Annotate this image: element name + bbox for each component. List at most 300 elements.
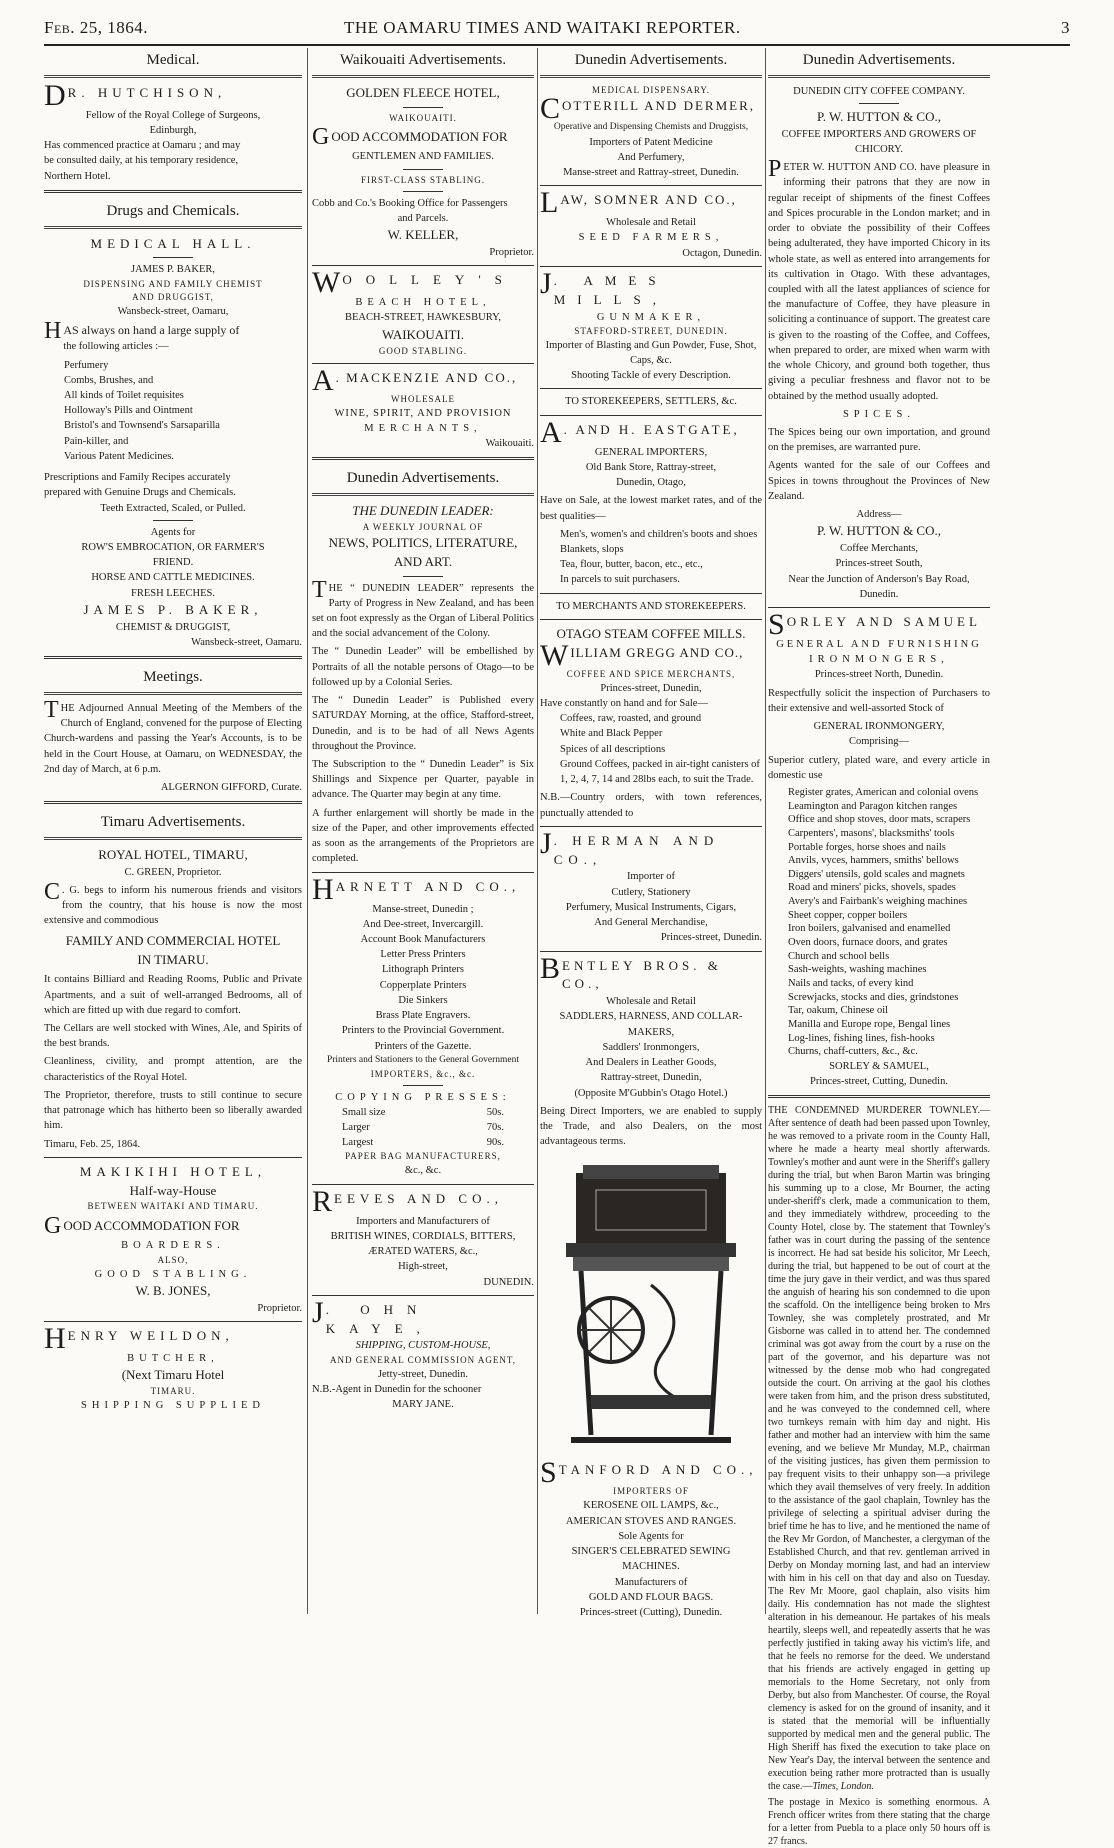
advert-mackenzie-name bbox=[312, 363, 534, 397]
divider bbox=[44, 1321, 302, 1322]
divider bbox=[540, 951, 762, 952]
advert-line: Wholesale and Retail bbox=[606, 217, 696, 229]
advert-line: GOLD AND FLOUR BAGS. bbox=[588, 1591, 714, 1603]
price-value: 70s. bbox=[486, 1121, 504, 1133]
case-lid bbox=[583, 1165, 719, 1179]
list-item: Avery's and Fairbank's weighing machines bbox=[788, 896, 968, 908]
drop-cap: A bbox=[312, 363, 334, 397]
advert-body bbox=[312, 576, 534, 642]
advert-line: IN TIMARU. bbox=[137, 951, 209, 967]
drop-cap: H bbox=[44, 317, 62, 344]
item-list bbox=[540, 527, 762, 588]
advert-line: GENERAL IRONMONGERY, bbox=[813, 721, 945, 733]
advert-name-text: . AND H. EASTGATE, bbox=[563, 421, 740, 437]
table-legs bbox=[581, 1271, 721, 1435]
section-heading-dunedin: Dunedin Advertisements. bbox=[312, 466, 534, 496]
advert-paragraph: The “ Dunedin Leader” is Published every SATURDAY Morning, at the office, Stafford-street, Dunedin, and is to be had of all News Agents throughout the Province. bbox=[312, 695, 534, 752]
advert-line: Proprietor. bbox=[257, 1302, 302, 1314]
list-item: Blankets, slops bbox=[560, 544, 624, 556]
advert-kaye-name bbox=[312, 1295, 534, 1339]
advert-hutchison-name bbox=[44, 78, 302, 112]
advert-name-text: OOLLEY'S bbox=[342, 272, 516, 288]
advert-name-text: ILLIAM GREGG AND CO., bbox=[570, 644, 744, 660]
advert-line: And Dee-street, Invercargill. bbox=[362, 918, 484, 930]
advert-woolley-name bbox=[312, 266, 534, 300]
drop-cap: J bbox=[540, 826, 552, 860]
section-heading-waikouaiti: Waikouaiti Advertisements. bbox=[312, 48, 534, 78]
advert-line: Shooting Tackle of every Description. bbox=[571, 370, 731, 382]
divider bbox=[403, 169, 443, 170]
divider bbox=[768, 1095, 990, 1098]
list-item: Diggers' utensils, gold scales and magnets bbox=[788, 868, 965, 880]
advert-line: Sole Agents for bbox=[618, 1530, 684, 1542]
advert-paragraph: Agents wanted for the sale of our Coffees and Spices in towns throughout the Provinces of New Zealand. bbox=[768, 460, 990, 502]
advert-line: Rattray-street, Dunedin, bbox=[600, 1072, 702, 1084]
advert-line: BUTCHER, bbox=[127, 1352, 219, 1364]
advert-line: Have constantly on hand and for Sale— bbox=[540, 698, 708, 709]
divider bbox=[540, 266, 762, 267]
advert-line: Proprietor. bbox=[489, 247, 534, 259]
divider bbox=[312, 872, 534, 873]
list-item: Nails and tacks, of every kind bbox=[788, 977, 914, 989]
item-list bbox=[768, 786, 990, 1059]
divider bbox=[403, 191, 443, 192]
advert-paragraph: A further enlargement will shortly be made in the size of the Paper, and other improvements effected as soon as the arrangements of the Proprietors are completed. bbox=[312, 807, 534, 865]
advert-line: Near the Junction of Anderson's Bay Road, bbox=[788, 573, 970, 585]
advert-cotterill-name bbox=[540, 91, 762, 125]
advert-name-text: . HERMAN AND CO., bbox=[553, 832, 720, 867]
column-4 bbox=[768, 48, 991, 1848]
advert-name: W. B. JONES, bbox=[135, 1282, 211, 1298]
divider bbox=[403, 107, 443, 108]
advert-line: Dunedin. bbox=[859, 588, 899, 600]
advert-line: IMPORTERS OF bbox=[613, 1486, 689, 1497]
advert-line: Teeth Extracted, Scaled, or Pulled. bbox=[100, 502, 246, 514]
advert-paragraph: Superior cutlery, plated ware, and every article in domestic use bbox=[768, 754, 990, 781]
advert-name-text: . MACKENZIE AND CO., bbox=[335, 369, 518, 385]
divider bbox=[403, 1085, 443, 1086]
drop-cap: T bbox=[312, 576, 327, 603]
advert-paragraph: The Cellars are well stocked with Wines, Ale, and Spirits of the best brands. bbox=[44, 1023, 302, 1050]
list-item: Office and shop stoves, door mats, scrapers bbox=[788, 814, 971, 826]
advert-line: PAPER BAG MANUFACTURERS, bbox=[345, 1151, 501, 1162]
advert-herman-name bbox=[540, 826, 762, 870]
advert-line: Prescriptions and Family Recipes accurately bbox=[44, 472, 231, 484]
advert-line: Edinburgh, bbox=[149, 124, 197, 136]
advert-line: Jetty-street, Dunedin. bbox=[377, 1368, 469, 1380]
list-item: Screwjacks, stocks and dies, grindstones bbox=[788, 991, 959, 1003]
advert-line: Cutlery, Stationery bbox=[611, 886, 691, 898]
advert-line: IRONMONGERS, bbox=[809, 654, 949, 666]
drop-cap: B bbox=[540, 951, 561, 985]
service-item: Account Book Manufacturers bbox=[360, 933, 486, 945]
drop-cap: A bbox=[540, 415, 562, 449]
advert-line: and Parcels. bbox=[397, 212, 449, 224]
advert-line: STAFFORD-STREET, DUNEDIN. bbox=[574, 325, 728, 336]
list-item: All kinds of Toilet requisites bbox=[64, 390, 184, 402]
advert-line: A WEEKLY JOURNAL OF bbox=[362, 521, 484, 532]
drop-cap: P bbox=[768, 156, 782, 183]
advert-name-text: ARNETT AND CO., bbox=[335, 878, 521, 894]
advert-eastgate-name bbox=[540, 415, 762, 449]
advert-paragraph: Being Direct Importers, we are enabled to supply the Trade, and also Dealers, on the most advantageous terms. bbox=[540, 1105, 762, 1148]
divider bbox=[44, 801, 302, 804]
advert-line: Printers and Stationers to the General Government bbox=[326, 1054, 520, 1065]
list-item: White and Black Pepper bbox=[560, 728, 663, 740]
advert-line: GOOD STABLING. bbox=[378, 345, 468, 356]
list-item: Various Patent Medicines. bbox=[64, 450, 174, 462]
advert-line: Manse-street, Dunedin ; bbox=[372, 903, 474, 915]
advert-line: ÆRATED WATERS, &c., bbox=[368, 1246, 478, 1258]
advert-line: Dunedin, Otago, bbox=[616, 477, 686, 489]
advert-text: OOD ACCOMMODATION FOR bbox=[331, 128, 508, 144]
advert-line: IMPORTERS, &c., &c. bbox=[370, 1068, 476, 1079]
advert-line: SEED FARMERS, bbox=[578, 232, 724, 244]
item-list bbox=[44, 358, 302, 465]
divider bbox=[859, 103, 899, 104]
advert-line: Manse-street and Rattray-street, Dunedin. bbox=[563, 167, 739, 178]
advert-mills-name bbox=[540, 266, 762, 310]
masthead bbox=[44, 18, 1070, 44]
advert-line: AND ART. bbox=[393, 553, 453, 569]
list-item: Tea, flour, butter, bacon, etc., etc., bbox=[560, 559, 703, 571]
divider bbox=[312, 1295, 534, 1296]
advert-line: FRESH LEECHES. bbox=[130, 587, 215, 599]
list-item: Pain-killer, and bbox=[64, 435, 129, 447]
advert-text: . G. begs to inform his numerous friends and visitors from the country, that his house is now the most extensive and commodious bbox=[44, 885, 302, 927]
advert-line: SHIPPING, CUSTOM-HOUSE, bbox=[355, 1340, 491, 1352]
advert-line: prepared with Genuine Drugs and Chemicals. bbox=[44, 487, 236, 499]
divider bbox=[540, 593, 762, 594]
advert-line: Cobb and Co.'s Booking Office for Passengers bbox=[312, 197, 508, 209]
advert-line: Importers and Manufacturers of bbox=[356, 1215, 490, 1227]
section-heading-drugs: Drugs and Chemicals. bbox=[44, 199, 302, 229]
price-row bbox=[312, 1120, 534, 1135]
ornamental-frame bbox=[651, 1285, 691, 1405]
advert-line: SORLEY & SAMUEL, bbox=[829, 1060, 929, 1072]
advert-line: N.B.-Agent in Dunedin for the schooner bbox=[312, 1383, 482, 1395]
advert-body bbox=[768, 156, 990, 404]
advert-line: Waikouaiti. bbox=[485, 438, 534, 450]
advert-line: And Perfumery, bbox=[617, 151, 685, 163]
advert-line: BOARDERS. bbox=[121, 1240, 225, 1252]
advert-line: COPYING PRESSES: bbox=[335, 1091, 511, 1103]
advert-date: Timaru, Feb. 25, 1864. bbox=[44, 1138, 141, 1150]
advert-line: Importer of bbox=[626, 871, 676, 883]
advert-paragraph: Have on Sale, at the lowest market rates, and of the best qualities— bbox=[540, 495, 762, 522]
advert-name: THE DUNEDIN LEADER: bbox=[352, 503, 494, 519]
advert-line: ALSO, bbox=[157, 1254, 189, 1265]
advert-line: GENTLEMEN AND FAMILIES. bbox=[352, 151, 494, 163]
advert-line: WHOLESALE bbox=[391, 393, 455, 404]
advert-text: ETER W. HUTTON AND CO. have pleasure in informing their patrons that they are now in regular receipt of shipments of the finest Coffees and Spices procurable in the London market; and in order to obviate the possibility of their Coffees being adulterated, they have imported Chicory in its whole state, as well as entered into arrangements for its cultivation in Otago. With these advantages, coupled with all the latest appliances of science for the manufacture of Coffee, they have pleasure in soliciting a continuance of support. The greatest care is given to the roasting of the Coffee, and Coffees, when prepared to order, are mixed when warm with the whole Chicory, and ground both together, thus giving a peculiar freshness and flavor not to be obtained by the method usually adopted. bbox=[768, 162, 990, 402]
advert-line: SADDLERS, HARNESS, AND COLLAR-MAKERS, bbox=[559, 1011, 743, 1038]
advert-line: Old Bank Store, Rattray-street, bbox=[585, 461, 717, 473]
advert-line: GOOD STABLING. bbox=[94, 1268, 252, 1280]
service-item: Brass Plate Engravers. bbox=[375, 1010, 471, 1022]
advert-line: KEROSENE OIL LAMPS, &c., bbox=[583, 1500, 719, 1512]
drop-cap: T bbox=[44, 696, 59, 723]
list-item: Sash-weights, washing machines bbox=[788, 964, 927, 976]
advert-paragraph: Respectfully solicit the inspection of Purchasers to their extensive and well-assorted Stock of bbox=[768, 687, 990, 714]
news-article-mexico: The postage in Mexico is something enormous. A French officer writes from there stating that the charge for a letter from Puebla to a place only 50 hours off is 27 francs. bbox=[768, 1797, 990, 1848]
advert-body bbox=[312, 123, 534, 150]
price-label: Larger bbox=[342, 1121, 370, 1133]
drop-cap: D bbox=[44, 78, 66, 112]
list-item: Combs, Brushes, and bbox=[64, 374, 154, 386]
list-item: Leamington and Paragon kitchen ranges bbox=[788, 800, 958, 812]
section-heading-medical: Medical. bbox=[44, 48, 302, 78]
divider bbox=[153, 257, 193, 258]
advert-line: MARY JANE. bbox=[392, 1399, 454, 1411]
advert-name: ROYAL HOTEL, TIMARU, bbox=[98, 846, 248, 862]
advert-name-text: ENTLEY BROS. & CO., bbox=[562, 957, 722, 992]
article-text: —After sentence of death had been passed upon Townley, he was removed to a private room in the County Hall, where he made a hearty meal shortly afterwards. Townley's mother and aunt were in the Sheriff's gallery during the trial, but when Baron Martin was bringing his summing up to a close, Mr Bourner, the acting under-sheriff's clerk, made a communication to them, and they immediately withdrew, proceeding to the County Hotel, close by. The statement that Townley's father was in court during the passing of the sentence is incorrect. He had sat beside his solicitor, Mr Leech, during the trial, but happened to be out of court at the time the jury gave in their verdict, and was thus spared the anguish of hearing his son condemned to die upon the scaffold. On the intelligence being broken to Mrs Townley, she was completely prostrated, and Mr Gisborne was called in to attend her. The condemned criminal was got away from the court by a ruse on the part of the governor, and his departure was not witnessed by the dense mob who had congregated outside the court. On arriving at the gaol his clothes were taken from him, and the prison dress substituted, and he was conveyed to the condemned cell, where two turnkeys remain with him day and night. His father and mother had an interview with him the same evening, and we believe Mr Munday, M.P., chairman of the visiting justices, has given them permission to pay frequent visits to their unhappy son—a privilege which they avail themselves of very freely. In addition to the assistance of the gaol chaplain, Townley has the privilege of selecting a spiritual adviser during the brief time he has to live, and he mentioned the name of the Rev Mr Gordon, of Manchester, a clergyman of the Established Church, and that rev. gentleman arrived in Derby on Monday morning last, and had an interview with him in his cell on that day and also on Tuesday. The Rev Mr Moore, gaol chaplain, also visits him daily. His condemnation has not made the slightest alteration in his demeanour. He partakes of his meals heartily, sleeps well, and repeatedly asserts that he was perfectly justified in taking away his victim's life, and that he feels no remorse for the deed. We understand that his friends are actively engaged in getting up memorials to the Home Secretary, not only from Derby, but also from Manchester. Of course, the Royal clemency is asked for on the ground of insanity, and it is stated that the memorial will be influentially supported by medical men and the general public. The High Sheriff has fixed the execution to take place on New Year's Day, the interval between the sentence and execution being rather more protracted than is usually the case.— bbox=[768, 1105, 991, 1793]
advert-name-text: ENRY WEILDON, bbox=[67, 1327, 234, 1343]
list-item: Ground Coffees, packed in air-tight canisters of 1, 2, 4, 7, 14 and 28lbs each, to suit the Trade. bbox=[560, 758, 760, 786]
divider bbox=[44, 656, 302, 659]
advert-paragraph: Cleanliness, civility, and prompt attention, are the characteristics of the Royal Hotel. bbox=[44, 1056, 302, 1083]
section-heading-dunedin: Dunedin Advertisements. bbox=[768, 48, 990, 78]
advert-line: TO STOREKEEPERS, SETTLERS, &c. bbox=[565, 396, 737, 408]
list-item: Holloway's Pills and Ointment bbox=[64, 405, 193, 417]
advert-line: (Opposite M'Gubbin's Otago Hotel.) bbox=[574, 1087, 728, 1099]
service-item: Letter Press Printers bbox=[380, 949, 466, 961]
advert-name: OTAGO STEAM COFFEE MILLS. bbox=[556, 625, 746, 641]
advert-name-text: R. HUTCHISON, bbox=[67, 84, 227, 100]
drop-cap: R bbox=[312, 1184, 333, 1218]
advert-line: Wansbeck-street, Oamaru. bbox=[191, 636, 302, 648]
list-item: Portable forges, horse shoes and nails bbox=[788, 841, 946, 853]
advert-reeves-name bbox=[312, 1184, 534, 1218]
list-item: Perfumery bbox=[64, 359, 109, 371]
article-source: Times, London. bbox=[812, 1781, 874, 1793]
drop-cap: G bbox=[44, 1212, 62, 1239]
divider bbox=[540, 388, 762, 389]
advert-name-text: TANFORD AND CO., bbox=[558, 1462, 758, 1478]
advert-line: COFFEE AND SPICE MERCHANTS, bbox=[566, 668, 736, 679]
advert-line: DISPENSING AND FAMILY CHEMIST bbox=[83, 278, 263, 289]
section-heading-timaru: Timaru Advertisements. bbox=[44, 810, 302, 840]
advert-line: Manufacturers of bbox=[614, 1576, 688, 1588]
advert-line: AMERICAN STOVES AND RANGES. bbox=[565, 1515, 737, 1527]
advert-line: Princes-street (Cutting), Dunedin. bbox=[579, 1606, 723, 1618]
sewing-machine-image bbox=[551, 1155, 751, 1455]
column-1 bbox=[44, 48, 302, 1614]
advert-line: HORSE AND CATTLE MEDICINES. bbox=[91, 572, 255, 584]
advert-line: Octagon, Dunedin. bbox=[682, 247, 762, 259]
advert-sorley-name bbox=[768, 608, 990, 641]
advert-line: Importers of Patent Medicine bbox=[589, 136, 713, 148]
service-item: Copperplate Printers bbox=[379, 979, 467, 991]
advert-line: NEWS, POLITICS, LITERATURE, bbox=[328, 534, 518, 550]
divider bbox=[312, 457, 534, 460]
list-item: Sheet copper, copper boilers bbox=[788, 909, 908, 921]
advert-line: Northern Hotel. bbox=[44, 170, 111, 182]
advert-line: BEACH-STREET, HAWKESBURY, bbox=[345, 312, 501, 324]
page-number: 3 bbox=[1061, 18, 1070, 37]
advert-line: TO MERCHANTS AND STOREKEEPERS. bbox=[556, 600, 746, 612]
advert-line: FIRST-CLASS STABLING. bbox=[361, 174, 485, 185]
table-top bbox=[566, 1243, 736, 1257]
advert-text: the following articles :— bbox=[63, 341, 169, 353]
drop-cap: S bbox=[540, 1456, 557, 1490]
price-value: 90s. bbox=[486, 1137, 504, 1149]
treadle bbox=[591, 1395, 711, 1409]
drop-cap: L bbox=[540, 186, 559, 220]
table-drawer bbox=[573, 1257, 729, 1271]
advert-name: DUNEDIN CITY COFFEE COMPANY. bbox=[793, 85, 965, 97]
advert-name-text: EEVES AND CO., bbox=[334, 1190, 503, 1206]
issue-date: Feb. 25, 1864. bbox=[44, 18, 149, 37]
divider bbox=[153, 520, 193, 521]
advert-line: (Next Timaru Hotel bbox=[121, 1367, 225, 1383]
list-item: Tar, oakum, Chinese oil bbox=[788, 1005, 889, 1017]
list-item: Coffees, raw, roasted, and ground bbox=[560, 713, 702, 725]
list-item: Church and school bells bbox=[788, 950, 890, 962]
advert-line: Perfumery, Musical Instruments, Cigars, bbox=[565, 901, 737, 913]
masthead-rule bbox=[44, 44, 1070, 46]
article-lead: THE CONDEMNED MURDERER TOWNLEY. bbox=[768, 1105, 980, 1117]
machine-case bbox=[576, 1173, 726, 1243]
newspaper-title: THE OAMARU TIMES AND WAITAKI REPORTER. bbox=[344, 18, 741, 37]
divider bbox=[44, 190, 302, 193]
drop-cap: C bbox=[540, 91, 561, 125]
drop-cap: W bbox=[312, 266, 341, 300]
advert-line: Wansbeck-street, Oamaru, bbox=[117, 305, 229, 317]
drop-cap: H bbox=[312, 872, 334, 906]
divider bbox=[312, 1184, 534, 1185]
advert-name: W. KELLER, bbox=[387, 227, 459, 243]
advert-line: FAMILY AND COMMERCIAL HOTEL bbox=[65, 932, 281, 948]
advert-line: Princes-street, Dunedin. bbox=[660, 932, 762, 944]
advert-line: SINGER'S CELEBRATED SEWING bbox=[571, 1546, 731, 1558]
advert-harnett-name bbox=[312, 872, 534, 906]
drop-cap: S bbox=[768, 608, 785, 641]
drop-cap: W bbox=[540, 638, 569, 672]
list-item: In parcels to suit purchasers. bbox=[560, 574, 680, 586]
advert-line: WAIKOUAITI. bbox=[389, 112, 457, 123]
advert-line: P. W. HUTTON & CO., bbox=[816, 523, 941, 539]
news-article-townley bbox=[768, 1104, 990, 1793]
advert-line: Wholesale and Retail bbox=[606, 996, 696, 1008]
advert-line: Operative and Dispensing Chemists and Druggists, bbox=[553, 121, 749, 132]
advert-line: CHEMIST & DRUGGIST, bbox=[115, 621, 231, 633]
advert-paragraph: The Subscription to the “ Dunedin Leader” is Six Shillings and Sixpence per Quarter, payable in advance. The Quarter may begin at any time. bbox=[312, 759, 534, 801]
advert-name-text: OTTERILL AND DERMER, bbox=[562, 97, 755, 113]
divider bbox=[540, 415, 762, 416]
advert-line: C. GREEN, Proprietor. bbox=[124, 866, 222, 878]
section-heading-meetings: Meetings. bbox=[44, 665, 302, 695]
advert-body bbox=[44, 879, 302, 929]
advert-name: JAMES P. BAKER, bbox=[83, 601, 263, 617]
item-list bbox=[540, 711, 762, 787]
divider bbox=[768, 607, 990, 608]
advert-line: Comprising— bbox=[848, 736, 910, 748]
advert-paragraph: It contains Billiard and Reading Rooms, Public and Private Apartments, and a suit of well-arranged Bedrooms, all of which are fitted up with due regard to comfort. bbox=[44, 974, 302, 1016]
column-rule bbox=[537, 48, 538, 1614]
divider bbox=[403, 576, 443, 577]
column-rule bbox=[307, 48, 308, 1614]
advert-paragraph: The Spices being our own importation, and ground on the premises, are warranted pure. bbox=[768, 426, 990, 454]
advert-paragraph: The Proprietor, therefore, trusts to still continue to secure that patronage which has hitherto been so liberally awarded him. bbox=[44, 1089, 302, 1132]
advert-name-text: . AMES MILLS, bbox=[553, 272, 668, 307]
advert-line: GUNMAKER, bbox=[596, 311, 706, 323]
advert-line: BETWEEN WAITAKI AND TIMARU. bbox=[87, 1201, 259, 1212]
advert-paragraph: N.B.—Country orders, with town references, punctually attended to bbox=[540, 792, 762, 819]
advert-line: Princes-street South, bbox=[835, 558, 923, 570]
advert-line: GENERAL AND FURNISHING bbox=[776, 639, 982, 650]
advert-line: MACHINES. bbox=[622, 1561, 680, 1573]
advert-line: Princes-street, Cutting, Dunedin. bbox=[810, 1076, 948, 1087]
list-item: Spices of all descriptions bbox=[560, 743, 666, 755]
divider bbox=[540, 185, 762, 186]
list-item: Iron boilers, galvanised and enamelled bbox=[788, 923, 951, 935]
sewing-machine-illustration bbox=[551, 1155, 751, 1455]
list-item: Churns, chaff-cutters, &c., &c. bbox=[788, 1046, 918, 1058]
advert-line: TIMARU. bbox=[150, 1385, 196, 1396]
advert-line: Address— bbox=[856, 509, 902, 521]
drop-cap: C bbox=[44, 879, 61, 906]
column-rule bbox=[765, 48, 766, 1614]
advert-line: High-street, bbox=[398, 1261, 448, 1273]
advert-line: &c., &c. bbox=[404, 1165, 442, 1177]
price-label: Small size bbox=[342, 1106, 386, 1118]
list-item: Register grates, American and colonial ovens bbox=[788, 786, 979, 798]
advert-line: Half-way-House bbox=[129, 1182, 217, 1198]
advert-line: SHIPPING SUPPLIED bbox=[81, 1400, 265, 1411]
advert-line: WINE, SPIRIT, AND PROVISION bbox=[334, 407, 512, 419]
advert-line: Saddlers' Ironmongers, bbox=[602, 1041, 700, 1053]
drop-cap: G bbox=[312, 123, 330, 150]
price-value: 50s. bbox=[486, 1106, 504, 1118]
service-item: Lithograph Printers bbox=[382, 964, 464, 976]
meeting-notice bbox=[44, 696, 302, 777]
divider bbox=[540, 826, 762, 827]
advert-line: And General Merchandise, bbox=[594, 917, 708, 929]
advert-line: AND GENERAL COMMISSION AGENT, bbox=[330, 1354, 516, 1365]
advert-line: BEACH HOTEL, bbox=[355, 297, 491, 309]
section-heading-dunedin: Dunedin Advertisements. bbox=[540, 48, 762, 78]
advert-line: MERCHANTS, bbox=[364, 422, 482, 434]
advert-text: AS always on hand a large supply of bbox=[63, 322, 240, 337]
column-3 bbox=[540, 48, 762, 1618]
advert-line: MEDICAL DISPENSARY. bbox=[591, 84, 711, 95]
list-item: Bristol's and Townsend's Sarsaparilla bbox=[64, 420, 220, 432]
advert-line: FRIEND. bbox=[152, 557, 194, 569]
list-item: Anvils, vyces, hammers, smiths' bellows bbox=[788, 855, 959, 867]
advert-line: Fellow of the Royal College of Surgeons, bbox=[85, 109, 261, 121]
advert-line: Agents for bbox=[150, 526, 196, 538]
advert-bentley-name bbox=[540, 951, 762, 995]
column-2 bbox=[312, 48, 534, 1614]
advert-line: SPICES. bbox=[842, 408, 916, 420]
price-row bbox=[312, 1135, 534, 1150]
notice-text: HE Adjourned Annual Meeting of the Members of the Church of England, convened for the purpose of Electing Church-wardens and passing the Year's Accounts, is to be held in the Court House, at Oamaru, on WEDNESDAY, the 2nd day of March, at 6 p.m. bbox=[44, 702, 302, 775]
list-item: Road and miners' picks, shovels, spades bbox=[788, 882, 956, 894]
advert-stanford-name bbox=[540, 1456, 762, 1490]
list-item: Oven doors, furnace doors, and grates bbox=[788, 937, 948, 949]
advert-weildon-name bbox=[44, 1321, 302, 1355]
notice-signature: ALGERNON GIFFORD, Curate. bbox=[160, 781, 302, 793]
advert-line: Has commenced practice at Oamaru ; and may bbox=[44, 140, 241, 152]
advert-line: And Dealers in Leather Goods, bbox=[585, 1057, 717, 1069]
divider bbox=[312, 363, 534, 364]
advert-body bbox=[44, 317, 302, 355]
advert-name-text: ORLEY AND SAMUEL bbox=[786, 614, 981, 629]
advert-text: HE “ DUNEDIN LEADER” represents the Party of Progress in New Zealand, and has been set on foot expressly as the Organ of Liberal Politics and the social advancement of the Colony. bbox=[312, 582, 534, 640]
advert-line: WAIKOUAITI. bbox=[382, 326, 464, 342]
